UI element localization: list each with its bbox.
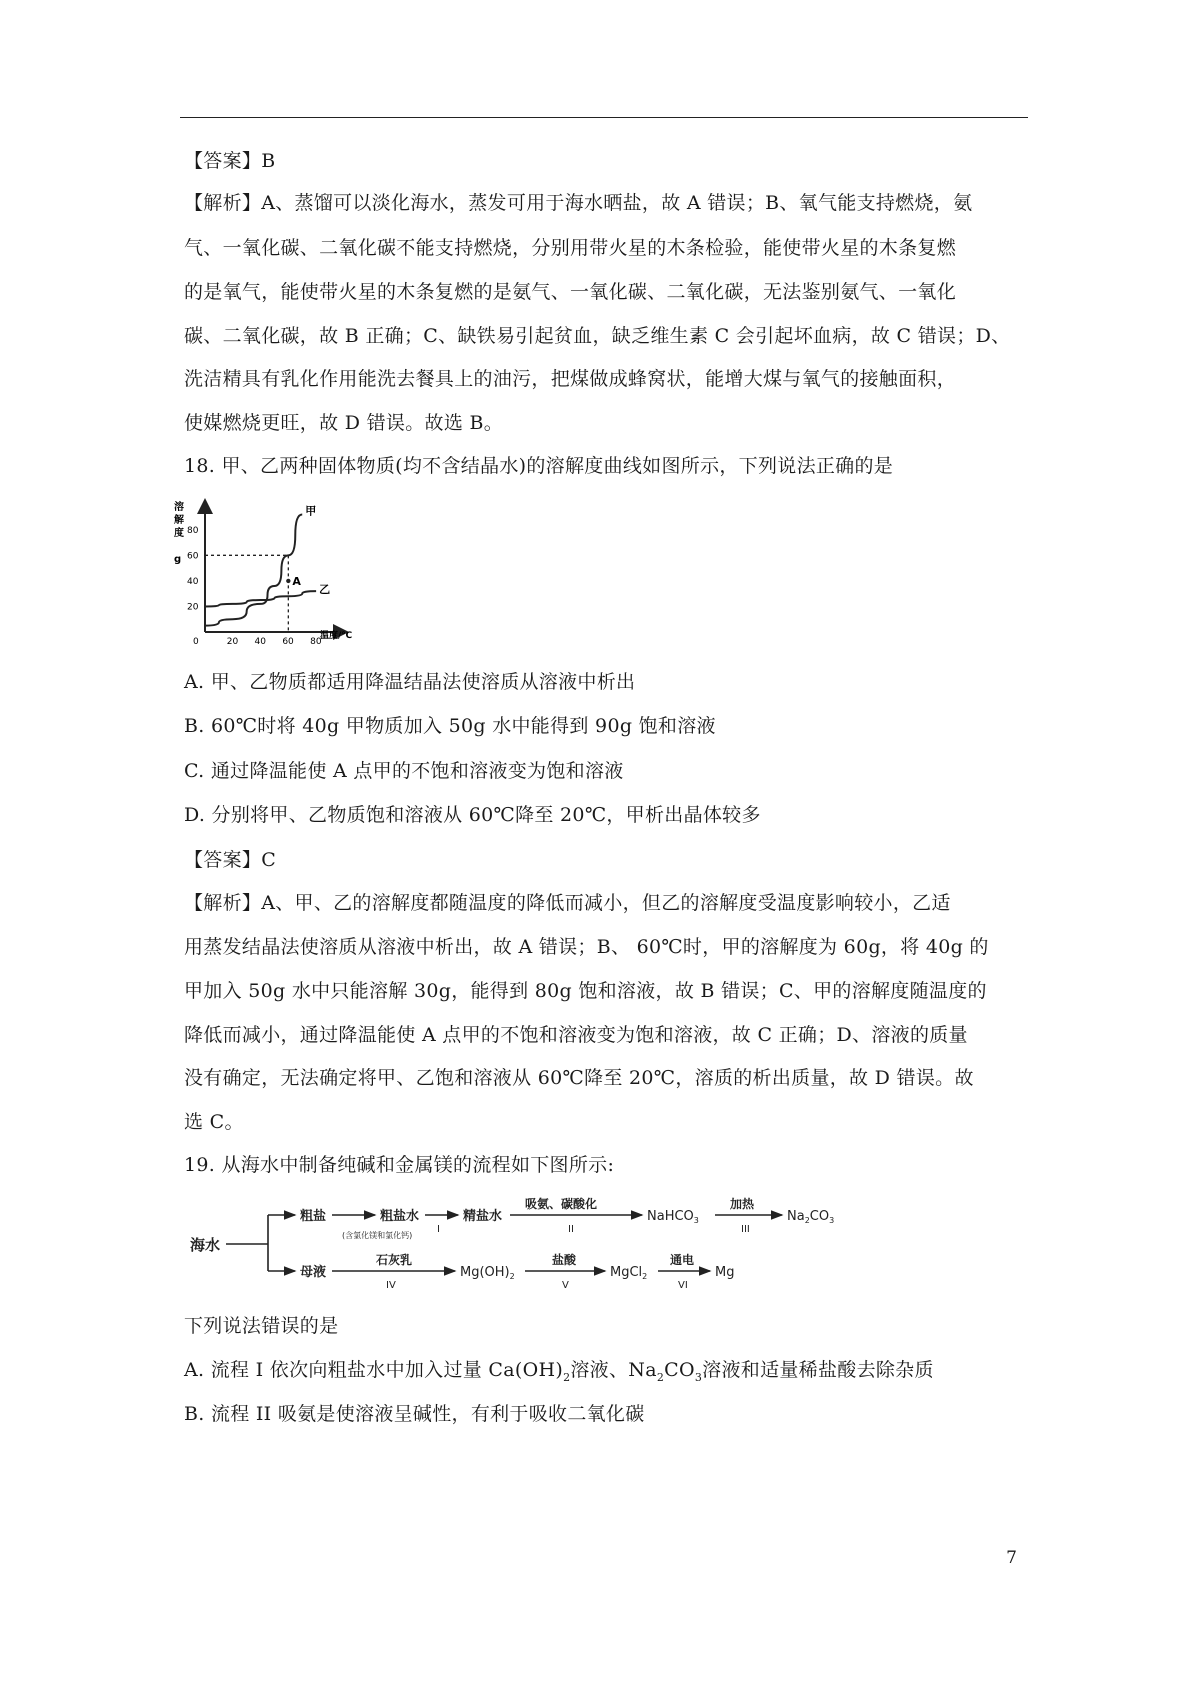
analysis-line: 甲加入 50g 水中只能溶解 30g，能得到 80g 饱和溶液，故 B 错误；C、甲的溶解度随温度的 [184,980,987,1002]
analysis-line: 降低而减小，通过降温能使 A 点甲的不饱和溶液变为饱和溶液，故 C 正确；D、溶液的质量 [184,1024,968,1046]
series-label: 乙 [319,583,331,597]
page-number: 7 [1006,1548,1017,1568]
series-label: 甲 [305,504,317,518]
node-mgoh2: $Mg(OH)_2$ [460,1265,515,1281]
analysis-line: 【解析】A、蒸馏可以淡化海水，蒸发可用于海水晒盐，故 A 错误；B、氧气能支持燃烧，氨 [184,192,973,214]
answer-label: 【答案】C [184,849,277,871]
y-tick-label: 20 [187,602,199,613]
x-tick-label: 0 [193,637,199,647]
option-c: C. 通过降温能使 A 点甲的不饱和溶液变为饱和溶液 [184,760,624,782]
y-axis-label-char: 解 [174,515,184,526]
analysis-line: 气、一氧化碳、二氧化碳不能支持燃烧，分别用带火星的木条检验，能使带火星的木条复燃 [184,237,957,259]
analysis-line: 没有确定，无法确定将甲、乙饱和溶液从 60℃降至 20℃，溶质的析出质量，故 D 错误。故 [184,1067,974,1089]
step-5-reagent: 盐酸 [552,1253,577,1267]
step-label-2: II [568,1224,574,1235]
question-19-stem: 19. 从海水中制备纯碱和金属镁的流程如下图所示: [184,1154,615,1176]
y-axis-label-char: 溶 [174,502,184,513]
process-flow-diagram [180,1186,920,1296]
node-crude-brine: 粗盐水 [380,1209,420,1224]
step-label-1: I [437,1224,440,1235]
step-label-6: VI [678,1280,688,1291]
option-b: B. 流程 II 吸氨是使溶液呈碱性，有利于吸收二氧化碳 [184,1403,645,1425]
crude-note: (含氯化镁和氯化钙) [342,1231,413,1240]
analysis-line: 碳、二氧化碳，故 B 正确；C、缺铁易引起贫血，缺乏维生素 C 会引起坏血病，故 C 错误；D、 [184,325,1011,347]
x-axis-label: 温度/℃ [320,631,353,641]
option-a: A. 甲、乙物质都适用降温结晶法使溶质从溶液中析出 [184,671,636,693]
analysis-line: 使媒燃烧更旺，故 D 错误。故选 B。 [184,412,504,434]
option-d: D. 分别将甲、乙物质饱和溶液从 60℃降至 20℃，甲析出晶体较多 [184,804,761,826]
x-tick-label: 20 [226,637,239,647]
answer-label: 【答案】B [184,150,276,172]
question-19-prompt: 下列说法错误的是 [184,1315,339,1337]
step-label-4: IV [386,1280,396,1291]
node-seawater: 海水 [190,1236,221,1254]
y-tick-label: 80 [187,525,199,536]
x-tick-label: 80 [310,637,322,647]
x-tick-label: 40 [254,637,267,647]
analysis-line: 【解析】A、甲、乙的溶解度都随温度的降低而减小，但乙的溶解度受温度影响较小，乙适 [184,892,951,914]
node-mg: Mg [715,1265,735,1280]
solubility-chart [170,492,390,652]
y-axis-label [174,500,185,565]
step-label-3: III [741,1224,750,1235]
analysis-line: 选 C。 [184,1111,244,1133]
step-6-reagent: 通电 [670,1253,695,1267]
analysis-line: 洗洁精具有乳化作用能洗去餐具上的油污，把煤做成蜂窝状，能增大煤与氧气的接触面积， [184,368,957,390]
y-axis-label-char: g [174,554,182,565]
y-axis-label-char: 度 [174,528,184,539]
option-a: A. 流程 I 依次向粗盐水中加入过量 $Ca(OH)_2$溶液、$Na_2CO_3$溶液和适量稀盐酸去除杂质 [184,1359,934,1384]
y-tick-label: 60 [187,551,199,562]
question-18-stem: 18. 甲、乙两种固体物质(均不含结晶水)的溶解度曲线如图所示，下列说法正确的是 [184,455,894,477]
step-label-5: V [562,1280,569,1291]
analysis-line: 的是氧气，能使带火星的木条复燃的是氨气、一氧化碳、二氧化碳，无法鉴别氨气、一氧化 [184,281,957,303]
point-a-label: A [292,574,301,588]
node-crude-salt: 粗盐 [300,1209,327,1224]
node-mgcl2: MgCl$_2$ [610,1265,648,1281]
header-rule [180,117,1028,118]
node-refined-brine: 精盐水 [463,1209,503,1224]
step-2-reagent: 吸氨、碳酸化 [525,1197,598,1211]
series-line-jia [205,514,302,625]
x-tick-label: 60 [282,637,294,647]
option-b: B. 60℃时将 40g 甲物质加入 50g 水中能得到 90g 饱和溶液 [184,715,716,737]
analysis-line: 用蒸发结晶法使溶质从溶液中析出，故 A 错误；B、 60℃时，甲的溶解度为 60g，将 40g 的 [184,936,989,958]
step-4-reagent: 石灰乳 [376,1253,413,1267]
node-na2co3: $Na_2CO_3$ [787,1209,835,1225]
point-a-marker [286,579,290,583]
step-3-reagent: 加热 [730,1197,755,1211]
node-nahco3: NaHCO$_3$ [647,1209,699,1225]
y-tick-label: 40 [187,576,199,587]
node-mother-liquor: 母液 [300,1265,327,1280]
